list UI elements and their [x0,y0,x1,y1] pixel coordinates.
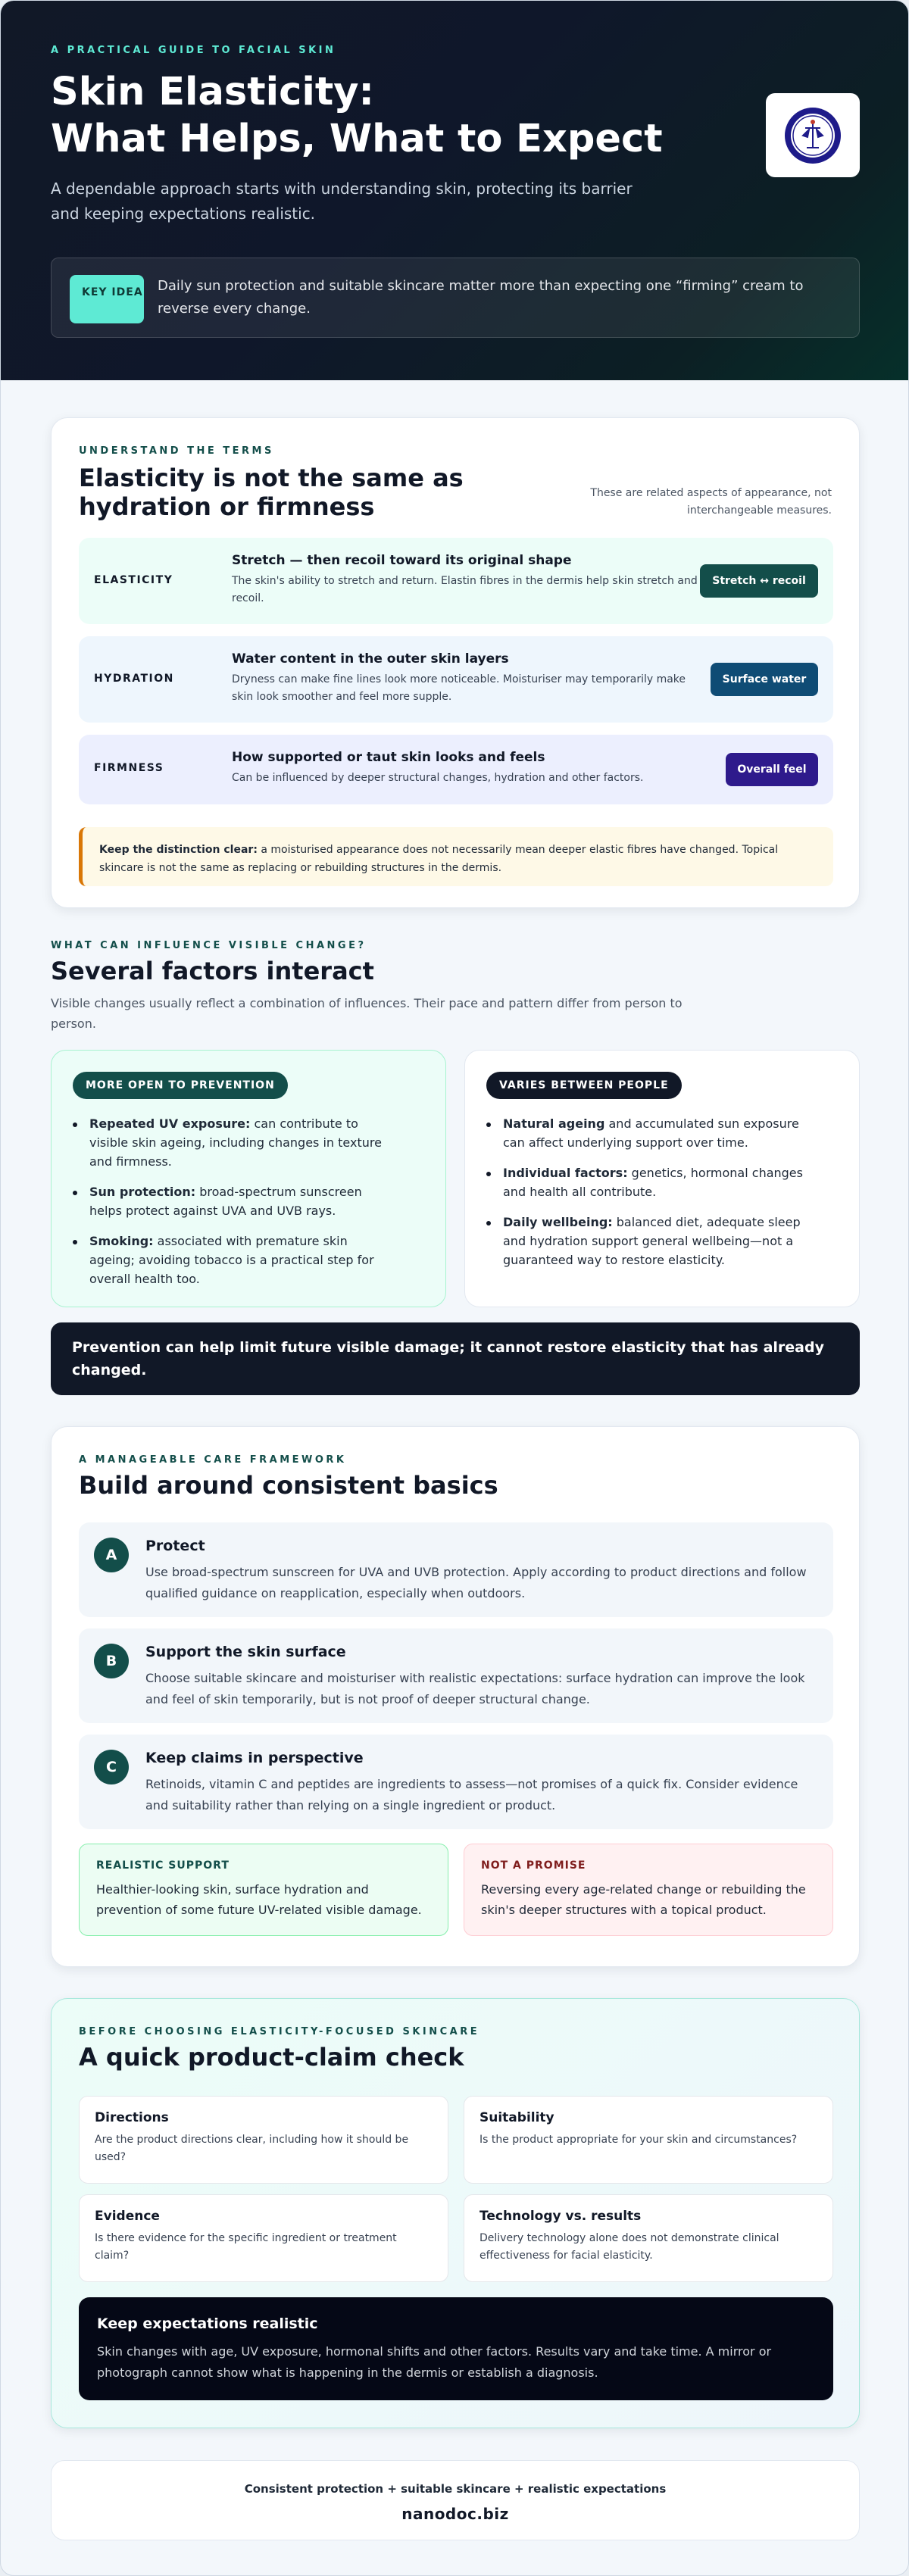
terms-title: Elasticity is not the same as hydration or firmness [79,464,464,521]
prevention-factors-box [51,1050,446,1307]
not-a-promise-text: Reversing every age-related change or rebuilding the skin's deeper structures with a topical product. [481,1882,806,1917]
varies-factors-box [464,1050,860,1307]
list-item-text: associated with premature skin ageing; avoiding tobacco is a practical step for overall health too. [89,1234,374,1286]
term-title: How supported or taut skin looks and feels [232,750,545,765]
list-item-lead: Natural ageing [503,1116,605,1131]
list-item-lead: Smoking: [89,1234,154,1248]
step-desc: Use broad-spectrum sunscreen for UVA and UVB protection. Apply according to product directions and follow qualified guidance on reapplication, especially when outdoors. [145,1565,807,1600]
check-title: A quick product-claim check [79,2043,464,2072]
footer [51,2460,860,2540]
not-a-promise-box [464,1844,833,1936]
footer-tagline: Consistent protection + suitable skincare + realistic expectations [244,2482,667,2496]
terms-card [51,417,860,908]
realistic-support-title: REALISTIC SUPPORT [96,1859,230,1872]
distinction-note-lead: Keep the distinction clear: [99,844,258,856]
list-item-text: broad-spectrum sunscreen helps protect against UVA and UVB rays. [89,1185,362,1218]
page-title-line-2: What Helps, What to Expect [51,117,663,161]
step-support-surface [79,1628,833,1723]
framework-eyebrow: A MANAGEABLE CARE FRAMEWORK [79,1454,347,1466]
step-claims-perspective [79,1735,833,1829]
check-item-title: Suitability [479,2110,554,2125]
list-item [89,1182,392,1220]
term-row-elasticity [79,538,833,624]
key-idea-text: Daily sun protection and suitable skincare matter more than expecting one “firming” cream to reverse every change. [158,278,804,317]
varies-tag: VARIES BETWEEN PEOPLE [486,1072,682,1099]
list-item-text: and accumulated sun exposure can affect underlying support over time. [503,1116,799,1150]
hero-lead: A dependable approach starts with understanding skin, protecting its barrier and keeping expectations realistic. [51,180,633,223]
page-title-line-1: Skin Elasticity: [51,70,374,114]
term-desc: The skin's ability to stretch and return. Elastin fibres in the dermis help skin stretch and recoil. [232,575,698,604]
check-item-directions [79,2096,448,2184]
distinction-note-text: a moisturised appearance does not necessarily mean deeper elastic fibres have changed. Topical skincare is not the same as replacing or rebuilding structures in the dermis. [99,844,779,874]
realistic-support-text: Healthier-looking skin, surface hydration and prevention of some future UV-related visible damage. [96,1882,422,1917]
expectations-note [79,2297,833,2400]
term-row-firmness [79,735,833,804]
framework-card [51,1426,860,1967]
list-item-text: can contribute to visible skin ageing, including changes in texture and firmness. [89,1116,382,1169]
step-protect [79,1522,833,1617]
list-item-lead: Sun protection: [89,1185,196,1199]
check-item-title: Technology vs. results [479,2209,642,2224]
step-badge: B [94,1644,129,1678]
step-title: Keep claims in perspective [145,1750,364,1766]
product-check-card [51,1998,860,2428]
list-item-lead: Repeated UV exposure: [89,1116,251,1131]
check-item-desc: Delivery technology alone does not demonstrate clinical effectiveness for facial elasticity. [479,2232,779,2262]
footer-site-link[interactable]: nanodoc.biz [401,2505,509,2523]
factors-lead: Visible changes usually reflect a combination of influences. Their pace and pattern differ from person to person. [51,996,683,1031]
term-pill-surface-water: Surface water [711,663,818,696]
list-item-lead: Individual factors: [503,1166,628,1180]
list-item-text: genetics, hormonal changes and health all contribute. [503,1166,803,1199]
realistic-support-box [79,1844,448,1936]
factors-title: Several factors interact [51,957,374,985]
term-label: ELASTICITY [94,574,173,586]
prevention-banner: Prevention can help limit future visible damage; it cannot restore elasticity that has already changed. [51,1322,860,1395]
term-desc: Dryness can make fine lines look more noticeable. Moisturiser may temporarily make skin look smoother and feel more supple. [232,673,686,703]
not-a-promise-title: NOT A PROMISE [481,1859,586,1872]
varies-list [503,1114,806,1281]
key-idea-panel [51,258,860,338]
check-item-suitability [464,2096,833,2184]
check-item-evidence [79,2194,448,2282]
step-badge: C [94,1750,129,1784]
key-idea-badge: KEY IDEA [70,275,144,323]
brand-logo [766,93,860,177]
framework-title: Build around consistent basics [79,1471,498,1500]
term-pill-overall-feel: Overall feel [726,753,818,786]
term-title: Water content in the outer skin layers [232,651,509,667]
check-eyebrow: BEFORE CHOOSING ELASTICITY-FOCUSED SKINCARE [79,2026,480,2037]
term-label: FIRMNESS [94,762,164,774]
hero-section [1,1,909,380]
terms-side-note: These are related aspects of appearance, not interchangeable measures. [590,487,832,517]
hero-kicker: A PRACTICAL GUIDE TO FACIAL SKIN [51,45,336,56]
factors-eyebrow: WHAT CAN INFLUENCE VISIBLE CHANGE? [51,940,367,951]
list-item [89,1232,392,1288]
check-item-desc: Is the product appropriate for your skin and circumstances? [479,2134,798,2146]
check-item-technology [464,2194,833,2282]
prevention-list [89,1114,392,1300]
check-item-title: Evidence [95,2209,160,2224]
term-pill-stretch-recoil: Stretch ↔ recoil [700,564,818,598]
term-row-hydration [79,636,833,723]
term-label: HYDRATION [94,673,174,685]
list-item-lead: Daily wellbeing: [503,1215,613,1229]
terms-eyebrow: UNDERSTAND THE TERMS [79,445,274,457]
nanodoc-seal-logo-icon [782,105,843,166]
check-item-desc: Is there evidence for the specific ingredient or treatment claim? [95,2232,397,2262]
list-item [89,1114,392,1171]
list-item [503,1114,806,1152]
list-item [503,1163,806,1201]
step-desc: Choose suitable skincare and moisturiser with realistic expectations: surface hydration can improve the look and feel of skin temporarily, but is not proof of deeper structural change. [145,1671,805,1706]
list-item-text: balanced diet, adequate sleep and hydration support general wellbeing—not a guaranteed way to restore elasticity. [503,1215,801,1267]
term-desc: Can be influenced by deeper structural changes, hydration and other factors. [232,772,644,784]
expectations-note-title: Keep expectations realistic [97,2315,318,2332]
distinction-note [79,827,833,886]
step-badge: A [94,1538,129,1572]
step-title: Protect [145,1538,205,1554]
step-desc: Retinoids, vitamin C and peptides are ingredients to assess—not promises of a quick fix. Consider evidence and suitability rather than relying on a single ingredient or product. [145,1777,798,1813]
page-title [51,69,702,163]
check-item-desc: Are the product directions clear, including how it should be used? [95,2134,409,2163]
expectations-note-text: Skin changes with age, UV exposure, hormonal shifts and other factors. Results vary and take time. A mirror or photograph cannot show what is happening in the dermis or establish a diagnosis. [97,2344,772,2380]
check-item-title: Directions [95,2110,169,2125]
list-item [503,1213,806,1269]
step-title: Support the skin surface [145,1644,346,1660]
term-title: Stretch — then recoil toward its original shape [232,553,572,568]
prevention-tag: MORE OPEN TO PREVENTION [73,1072,288,1099]
